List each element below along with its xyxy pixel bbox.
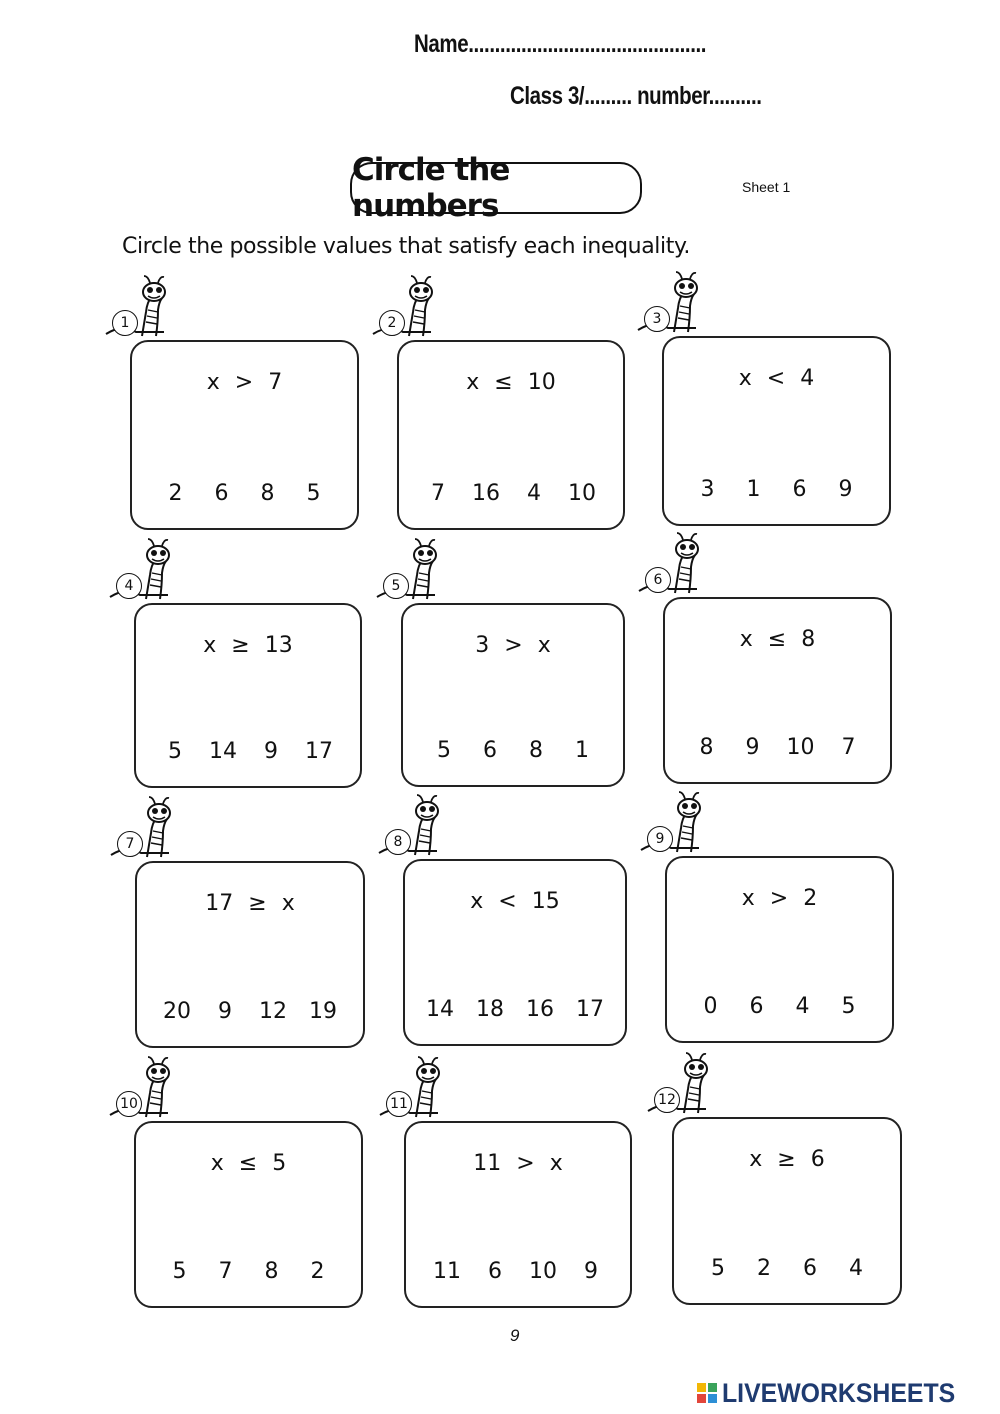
liveworksheets-logo — [696, 1378, 976, 1408]
answer-option[interactable]: 8 — [529, 738, 543, 763]
problem-box — [665, 856, 894, 1043]
answer-option[interactable]: 8 — [699, 735, 714, 760]
problem-box — [134, 603, 362, 788]
answer-options — [664, 477, 889, 502]
answer-option[interactable]: 6 — [214, 481, 229, 506]
answer-option[interactable]: 5 — [172, 1259, 187, 1284]
class-number-line: Class 3/......... number.......... — [510, 82, 762, 110]
inequality: 17 ≥ x — [205, 891, 295, 916]
inequality: x < 4 — [738, 366, 815, 391]
answer-options — [674, 1256, 900, 1281]
answer-option[interactable]: 0 — [703, 994, 718, 1019]
answer-option[interactable]: 2 — [310, 1259, 325, 1284]
problem-number: 2 — [379, 310, 405, 336]
snail-icon — [377, 795, 457, 865]
answer-option[interactable]: 11 — [433, 1259, 461, 1284]
snail-icon — [378, 1057, 458, 1127]
problem-number: 8 — [385, 829, 411, 855]
problem-number: 6 — [645, 567, 671, 593]
answer-option[interactable]: 14 — [209, 739, 237, 764]
problem-number: 7 — [117, 831, 143, 857]
answer-option[interactable]: 8 — [260, 481, 275, 506]
answer-option[interactable]: 6 — [749, 994, 764, 1019]
problem-number: 11 — [386, 1091, 412, 1117]
answer-option[interactable]: 7 — [841, 735, 856, 760]
problem-number: 4 — [116, 573, 142, 599]
problem-box — [663, 597, 892, 784]
problem-box — [404, 1121, 632, 1308]
inequality: x ≥ 6 — [749, 1147, 825, 1172]
liveworksheets-logo-icon — [696, 1381, 718, 1405]
answer-option[interactable]: 6 — [483, 738, 497, 763]
answer-option[interactable]: 16 — [472, 481, 500, 506]
snail-icon — [375, 539, 455, 609]
answer-option[interactable]: 7 — [218, 1259, 233, 1284]
snail-icon — [109, 797, 189, 867]
worksheet-title — [350, 152, 642, 224]
snail-icon — [646, 1053, 726, 1123]
problem-number: 9 — [647, 826, 673, 852]
problem-box — [662, 336, 891, 526]
problem-box — [130, 340, 359, 530]
answer-option[interactable]: 6 — [803, 1256, 817, 1281]
snail-icon — [108, 1057, 188, 1127]
answer-option[interactable]: 9 — [838, 477, 853, 502]
snail-icon — [104, 276, 184, 346]
answer-option[interactable]: 9 — [264, 739, 278, 764]
worksheet-title-text: Circle the numbers — [352, 152, 510, 224]
answer-option[interactable]: 14 — [426, 997, 454, 1022]
answer-option[interactable]: 9 — [584, 1259, 598, 1284]
problem-box — [135, 861, 365, 1048]
snail-icon — [637, 533, 717, 603]
instructions: Circle the possible values that satisfy each inequality. — [122, 234, 691, 259]
problem-box — [403, 859, 627, 1046]
answer-options — [399, 481, 623, 506]
answer-option[interactable]: 18 — [476, 997, 504, 1022]
answer-option[interactable]: 7 — [431, 481, 445, 506]
inequality: x ≤ 5 — [210, 1151, 287, 1176]
answer-option[interactable]: 20 — [163, 999, 191, 1024]
name-line: Name............................................. — [414, 30, 707, 58]
answer-option[interactable]: 8 — [264, 1259, 279, 1284]
problem-number: 10 — [116, 1091, 142, 1117]
answer-option[interactable]: 6 — [488, 1259, 502, 1284]
answer-options — [403, 738, 623, 763]
inequality: 3 > x — [475, 633, 551, 658]
answer-option[interactable]: 1 — [575, 738, 589, 763]
inequality: x > 7 — [206, 370, 283, 395]
snail-icon — [636, 272, 716, 342]
answer-option[interactable]: 9 — [745, 735, 760, 760]
answer-option[interactable]: 10 — [786, 735, 815, 760]
problem-number: 1 — [112, 310, 138, 336]
problem-number: 12 — [654, 1087, 680, 1113]
answer-option[interactable]: 4 — [849, 1256, 863, 1281]
problem-box — [397, 340, 625, 530]
inequality: x ≤ 10 — [466, 370, 556, 395]
snail-icon — [108, 539, 188, 609]
answer-options — [406, 1259, 630, 1284]
inequality: x > 2 — [741, 886, 818, 911]
page-number: 9 — [510, 1326, 520, 1345]
answer-option[interactable]: 5 — [841, 994, 856, 1019]
answer-option[interactable]: 3 — [700, 477, 715, 502]
answer-option[interactable]: 4 — [527, 481, 541, 506]
answer-options — [405, 997, 625, 1022]
liveworksheets-logo-text: LIVEWORKSHEETS — [722, 1377, 956, 1408]
problem-number: 5 — [383, 573, 409, 599]
answer-option[interactable]: 16 — [526, 997, 554, 1022]
answer-option[interactable]: 10 — [568, 481, 596, 506]
answer-option[interactable]: 9 — [218, 999, 232, 1024]
answer-option[interactable]: 5 — [711, 1256, 725, 1281]
answer-option[interactable]: 12 — [259, 999, 287, 1024]
answer-option[interactable]: 19 — [309, 999, 337, 1024]
inequality: x < 15 — [470, 889, 560, 914]
snail-icon — [371, 276, 451, 346]
answer-option[interactable]: 2 — [757, 1256, 771, 1281]
problem-box — [134, 1121, 363, 1308]
answer-option[interactable]: 2 — [168, 481, 183, 506]
inequality: x ≤ 8 — [739, 627, 816, 652]
answer-options — [132, 481, 357, 506]
sheet-label: Sheet 1 — [742, 179, 791, 195]
answer-options — [137, 999, 363, 1024]
inequality: x ≥ 13 — [203, 633, 293, 658]
answer-options — [665, 735, 890, 760]
answer-option[interactable]: 17 — [576, 997, 604, 1022]
answer-options — [667, 994, 892, 1019]
answer-options — [136, 739, 360, 764]
answer-option[interactable]: 17 — [305, 739, 333, 764]
answer-option[interactable]: 4 — [795, 994, 810, 1019]
problem-box — [401, 603, 625, 787]
answer-option[interactable]: 10 — [529, 1259, 557, 1284]
answer-option[interactable]: 5 — [437, 738, 451, 763]
answer-options — [136, 1259, 361, 1284]
inequality: 11 > x — [473, 1151, 563, 1176]
problem-box — [672, 1117, 902, 1305]
answer-option[interactable]: 6 — [792, 477, 807, 502]
answer-option[interactable]: 5 — [168, 739, 182, 764]
answer-option[interactable]: 5 — [306, 481, 321, 506]
problem-number: 3 — [644, 306, 670, 332]
snail-icon — [639, 792, 719, 862]
answer-option[interactable]: 1 — [746, 477, 761, 502]
